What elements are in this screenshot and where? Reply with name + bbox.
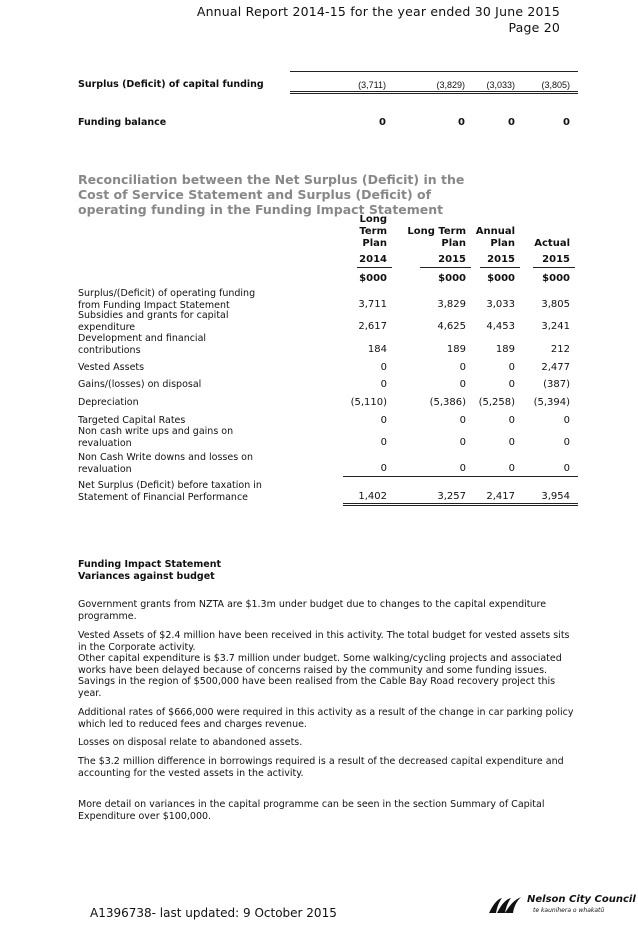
table-cell: 3,829 [437, 299, 466, 310]
table-cell: 0 [563, 463, 570, 474]
table-cell: 0 [380, 463, 387, 474]
table-cell: 3,954 [541, 491, 570, 502]
column-underline [533, 267, 575, 268]
table-cell: 4,453 [486, 321, 515, 332]
table-cell: 0 [508, 437, 515, 448]
table-cell: 0 [459, 415, 466, 426]
column-unit: $000 [438, 273, 466, 284]
surplus-capital-value: (3,033) [486, 80, 515, 90]
reconciliation-title: Reconciliation between the Net Surplus (Deficit) in the Cost of Service Statement and Surplus (Deficit) of operating funding in the Funding Impact Statement [78, 172, 465, 217]
funding-balance-value: 0 [508, 117, 515, 128]
variance-paragraph: The $3.2 million difference in borrowings required is a result of the decreased capital expenditure and accounting for the vested assets in the activity. [78, 756, 564, 779]
table-cell: 2,417 [486, 491, 515, 502]
total-double-rule [343, 503, 578, 506]
column-unit: $000 [359, 273, 387, 284]
surplus-capital-value: (3,829) [436, 80, 465, 90]
column-unit: $000 [487, 273, 515, 284]
council-logo-tagline: te kaunihera o whakatū [533, 907, 605, 914]
council-logo-icon [487, 893, 523, 917]
column-header: Annual Plan [475, 226, 515, 249]
table-cell: 0 [380, 362, 387, 373]
row-label: Vested Assets [78, 362, 145, 373]
variance-paragraph: Vested Assets of $2.4 million have been received in this activity. The total budget for vested assets sits in the Corporate activity. Other capital expenditure is $3.7 million under budget. Some walking/cycling projects and associated works have been delayed because of concerns raised by the community and some funding issues. Savings in the region of $500,000 have been realised from the Cable Bay Road recovery project this year. [78, 630, 570, 699]
table-cell: 0 [508, 415, 515, 426]
funding-balance-value: 0 [379, 117, 386, 128]
table-cell: (5,386) [429, 397, 466, 408]
surplus-capital-value: (3,805) [541, 80, 570, 90]
variance-paragraph: Government grants from NZTA are $1.3m under budget due to changes to the capital expenditure programme. [78, 599, 547, 622]
double-rule [290, 91, 578, 94]
column-underline [357, 267, 392, 268]
table-cell: 0 [508, 463, 515, 474]
variance-paragraph: More detail on variances in the capital programme can be seen in the section Summary of Capital Expenditure over $100,000. [78, 799, 545, 822]
table-cell: 4,625 [437, 321, 466, 332]
report-title: Annual Report 2014-15 for the year ended 30 June 2015 [196, 4, 560, 19]
row-label: Net Surplus (Deficit) before taxation in Statement of Financial Performance [78, 480, 262, 503]
subtotal-rule [343, 476, 578, 477]
table-cell: (5,110) [350, 397, 387, 408]
table-cell: 212 [550, 344, 570, 355]
table-cell: 0 [459, 437, 466, 448]
table-cell: (5,258) [478, 397, 515, 408]
table-cell: 0 [459, 463, 466, 474]
table-cell: 2,477 [541, 362, 570, 373]
table-cell: 1,402 [358, 491, 387, 502]
funding-balance-label: Funding balance [78, 117, 167, 128]
row-label: Subsidies and grants for capital expenditure [78, 310, 229, 333]
surplus-capital-label: Surplus (Deficit) of capital funding [78, 79, 264, 90]
table-cell: 3,257 [437, 491, 466, 502]
table-cell: (387) [543, 379, 570, 390]
surplus-capital-value: (3,711) [358, 80, 386, 90]
table-cell: 0 [380, 379, 387, 390]
table-cell: 3,805 [541, 299, 570, 310]
table-cell: 0 [508, 379, 515, 390]
row-label: Targeted Capital Rates [78, 415, 186, 426]
column-underline [480, 267, 520, 268]
variances-heading: Funding Impact Statement Variances against budget [78, 559, 222, 582]
row-label: Surplus/(Deficit) of operating funding from Funding Impact Statement [78, 288, 256, 311]
table-cell: 0 [459, 379, 466, 390]
column-underline [420, 267, 471, 268]
page-number: Page 20 [508, 20, 560, 35]
column-header: Long Term Plan [359, 214, 387, 249]
table-cell: 0 [380, 437, 387, 448]
column-year: 2014 [359, 254, 387, 265]
column-header: Long Term Plan [407, 226, 466, 249]
table-cell: 3,711 [358, 299, 387, 310]
table-cell: 0 [508, 362, 515, 373]
table-cell: 0 [563, 437, 570, 448]
table-cell: 189 [446, 344, 466, 355]
table-cell: 0 [563, 415, 570, 426]
table-cell: 3,241 [541, 321, 570, 332]
table-cell: 2,617 [358, 321, 387, 332]
council-logo-name: Nelson City Council [527, 894, 636, 905]
row-label: Gains/(losses) on disposal [78, 379, 202, 390]
divider-line [290, 71, 578, 72]
table-cell: 3,033 [486, 299, 515, 310]
variance-paragraph: Additional rates of $666,000 were required in this activity as a result of the change in car parking policy which led to reduced fees and charges revenue. [78, 707, 574, 730]
funding-balance-value: 0 [458, 117, 465, 128]
column-year: 2015 [542, 254, 570, 265]
variance-paragraph: Losses on disposal relate to abandoned assets. [78, 737, 303, 748]
row-label: Non Cash Write downs and losses on revaluation [78, 452, 253, 475]
table-cell: 0 [459, 362, 466, 373]
table-cell: (5,394) [533, 397, 570, 408]
row-label: Development and financial contributions [78, 333, 207, 356]
document-reference: A1396738- last updated: 9 October 2015 [90, 906, 337, 920]
row-label: Non cash write ups and gains on revaluation [78, 426, 234, 449]
column-header: Actual [534, 238, 570, 249]
funding-balance-value: 0 [563, 117, 570, 128]
row-label: Depreciation [78, 397, 139, 408]
column-year: 2015 [438, 254, 466, 265]
column-unit: $000 [542, 273, 570, 284]
table-cell: 0 [380, 415, 387, 426]
table-cell: 184 [367, 344, 387, 355]
table-cell: 189 [495, 344, 515, 355]
column-year: 2015 [487, 254, 515, 265]
